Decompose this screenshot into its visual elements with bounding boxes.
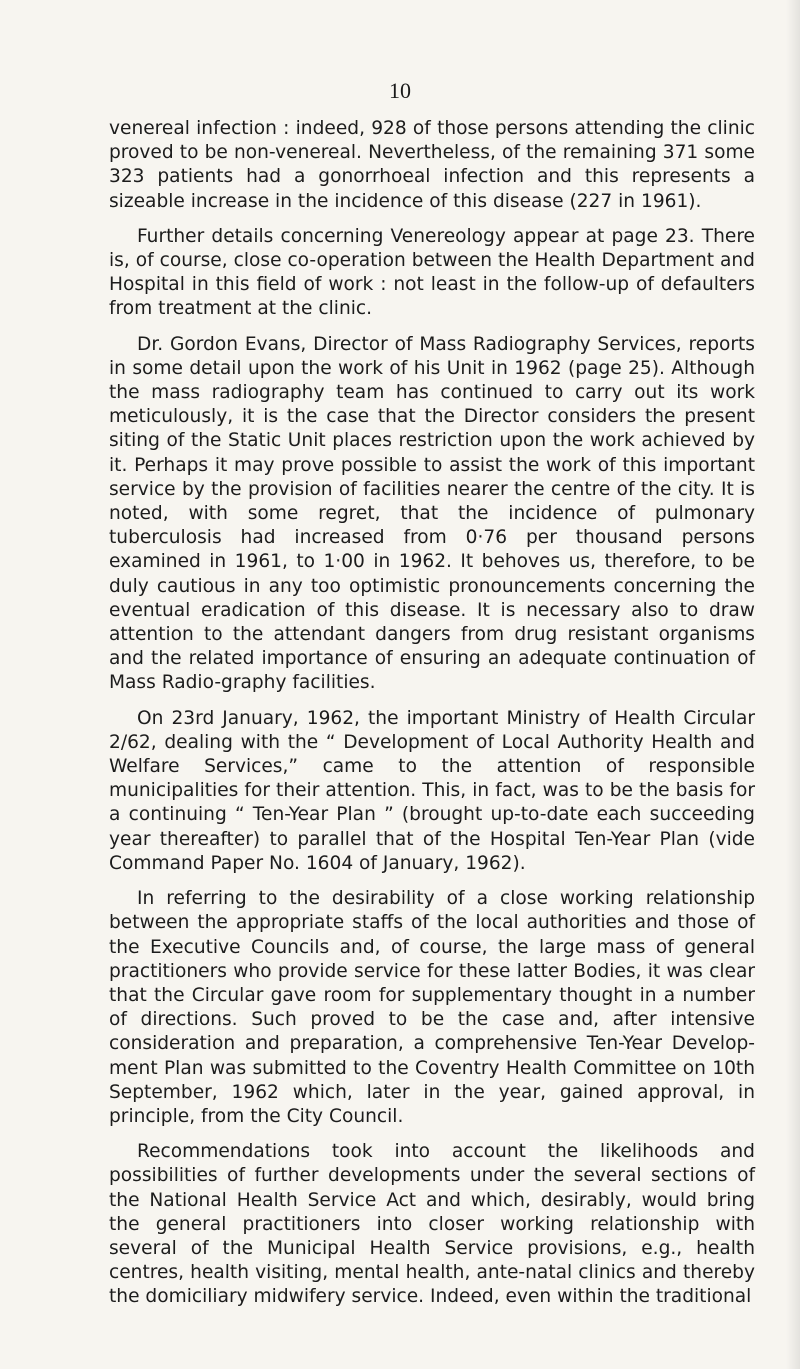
page-number: 10 bbox=[389, 78, 411, 103]
paragraph-ministry-circular: On 23rd January, 1962, the important Ministry of Health Circular 2/62, dealing with the “ Development of Local Authority Health and Welfare Services,” came to the attention of responsible municipalities for their attention. This, in fact, was to be the basis for a continuing “ Ten-Year Plan ” (brought up-to-date each succeeding year thereafter) to parallel that of the Hospital Ten-Year Plan (vide Command Paper No. 1604 of January, 1962). bbox=[109, 707, 755, 874]
page-edge-shadow bbox=[786, 0, 800, 1369]
paragraph-recommendations: Recommendations took into account the likelihoods and possibilities of further developments under the several sections of the National Health Service Act and which, desirably, would bring the general practitioners into closer working relationship with several of the Municipal Health Service provisions, e.g., health centres, health visiting, mental health, ante-natal clinics and thereby the domiciliary midwifery service. Indeed, even within the traditional bbox=[109, 1141, 755, 1308]
paragraph-working-relationship: In referring to the desirability of a close working relationship between the appropriate staffs of the local authorities and those of the Executive Councils and, of course, the large mass of general practitioners who provide service for these latter Bodies, it was clear that the Circular gave room for supplementary thought in a number of directions. Such proved to be the case and, after intensive consideration and preparation, a comprehensive Ten-Year Develop-ment Plan was submitted to the Coventry Health Committee on 10th September, 1962 which, later in the year, gained approval, in principle, from the City Council. bbox=[109, 888, 755, 1127]
body-text bbox=[109, 117, 755, 1321]
paragraph-mass-radiography: Dr. Gordon Evans, Director of Mass Radiography Services, reports in some detail upon the work of his Unit in 1962 (page 25). Although the mass radiography team has continued to carry out its work meticulously, it is the case that the Director considers the present siting of the Static Unit places restriction upon the work achieved by it. Perhaps it may prove possible to assist the work of this important service by the provision of facilities nearer the centre of the city. It is noted, with some regret, that the incidence of pulmonary tuberculosis had increased from 0·76 per thousand persons examined in 1961, to 1·00 in 1962. It behoves us, therefore, to be duly cautious in any too optimistic pronouncements concerning the eventual eradication of this disease. It is necessary also to draw attention to the attendant dangers from drug resistant organisms and the related importance of ensuring an adequate continuation of Mass Radio-graphy facilities. bbox=[109, 333, 755, 694]
paragraph-venereal-infection: venereal infection : indeed, 928 of those persons attending the clinic proved to be non-venereal. Nevertheless, of the remaining 371 some 323 patients had a gonorrhoeal infection and this represents a sizeable increase in the incidence of this disease (227 in 1961). bbox=[109, 118, 755, 212]
paragraph-venereology-details: Further details concerning Venereology appear at page 23. There is, of course, close co-operation between the Health Department and Hospital in this field of work : not least in the follow-up of defaulters from treatment at the clinic. bbox=[109, 225, 755, 320]
